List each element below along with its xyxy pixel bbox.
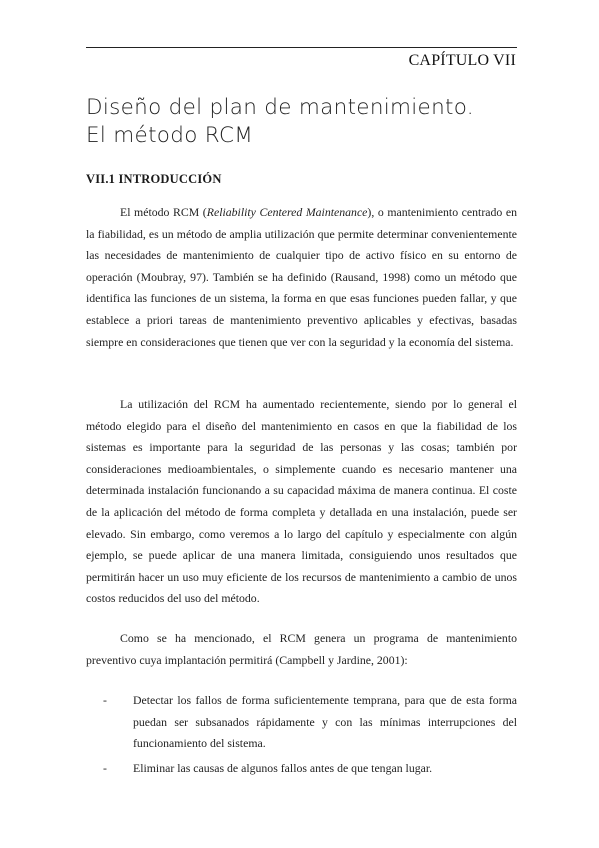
paragraph-1-rest: ), o mantenimiento centrado en la fiabilidad, es un método de amplia utilización que permite determinar convenientemente las necesidades de mantenimiento de cualquier tipo de activo físico en su entorno de operación (Moubray, 97). También se ha definido (Rausand, 1998) como un método que identifica las funciones de un sistema, la forma en que esas funciones pueden fallar, y que establece a priori tareas de mantenimiento preventivo aplicables y efectivas, basadas siempre en consideraciones que tienen que ver con la seguridad y la economía del sistema. — [86, 205, 517, 349]
bullet-list — [86, 690, 517, 782]
paragraph-3 — [86, 628, 517, 671]
section-heading: VII.1 INTRODUCCIÓN — [86, 172, 222, 186]
paragraph-2 — [86, 394, 517, 610]
chapter-title-line-2: El método RCM — [86, 123, 254, 148]
bullet-marker: - — [103, 760, 107, 775]
bullet-item-text: Detectar los fallos de forma suficientemente temprana, para que de esta forma puedan ser subsanados rápidamente y con las mínimas interrupciones del funcionamiento del sistema. — [133, 693, 517, 751]
paragraph-3-text: Como se ha mencionado, el RCM genera un programa de mantenimiento preventivo cuya implantación permitirá (Campbell y Jardine, 2001): — [86, 631, 517, 667]
bullet-item — [86, 690, 517, 755]
chapter-label: CAPÍTULO VII — [408, 52, 516, 69]
paragraph-1-start: El método RCM ( — [120, 205, 207, 219]
paragraph-2-text: La utilización del RCM ha aumentado recientemente, siendo por lo general el método elegido para el diseño del mantenimiento en casos en que la fiabilidad de los sistemas es importante para la seguridad de las personas y las cosas; también por consideraciones medioambientales, o simplemente cuando es necesario mantener una determinada instalación funcionando a su capacidad máxima de manera continua. El coste de la aplicación del método de forma completa y detallada en una instalación, puede ser elevado. Sin embargo, como veremos a lo largo del capítulo y especialmente con algún ejemplo, se puede aplicar de una manera limitada, consiguiendo unos resultados que permitirán hacer un uso muy eficiente de los recursos de mantenimiento a cambio de unos costos reducidos del uso del método. — [86, 397, 517, 606]
chapter-title — [86, 94, 526, 150]
paragraph-1 — [86, 202, 517, 353]
bullet-item — [86, 758, 517, 780]
bullet-item-text: Eliminar las causas de algunos fallos antes de que tengan lugar. — [133, 760, 433, 775]
header-rule — [86, 47, 517, 48]
chapter-title-line-1: Diseño del plan de mantenimiento. — [86, 95, 474, 120]
paragraph-1-italic-term: Reliability Centered Maintenance — [206, 205, 368, 219]
bullet-marker: - — [103, 693, 107, 707]
